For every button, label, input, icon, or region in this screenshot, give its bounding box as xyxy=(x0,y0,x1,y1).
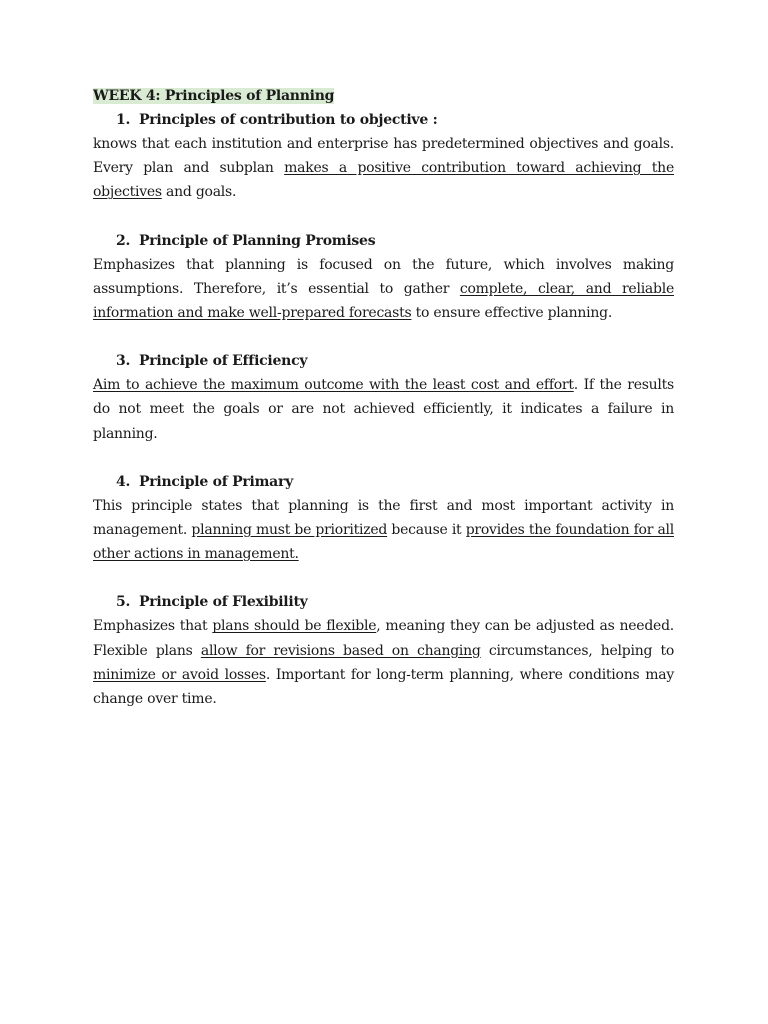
principle-section xyxy=(93,349,674,446)
section-heading xyxy=(93,470,674,494)
body-text: circumstances, helping to xyxy=(480,642,674,659)
section-heading-text: Principle of Efficiency xyxy=(139,353,308,370)
principle-section xyxy=(93,229,674,326)
list-number-wrap xyxy=(93,108,139,132)
section-gap xyxy=(93,446,674,470)
list-number: 2. xyxy=(116,232,131,249)
list-number: 5. xyxy=(116,594,131,611)
principle-section xyxy=(93,470,674,567)
list-number-wrap xyxy=(93,470,139,494)
body-text: This principle states that planning is the first and most important activity in management. xyxy=(93,497,674,539)
section-gap xyxy=(93,566,674,590)
section-heading-text: Principle of Primary xyxy=(139,473,293,490)
list-number-wrap xyxy=(93,229,139,253)
section-gap xyxy=(93,205,674,229)
section-body xyxy=(93,253,674,326)
section-heading xyxy=(93,590,674,614)
list-number-wrap xyxy=(93,349,139,373)
section-body xyxy=(93,373,674,446)
body-text: Emphasizes that planning is focused on the future, which involves making assumptions. Therefore, it’s essential to gather xyxy=(93,256,674,297)
section-body xyxy=(93,494,674,567)
principle-section xyxy=(93,108,674,205)
section-body xyxy=(93,614,674,711)
section-body xyxy=(93,132,674,205)
document-page xyxy=(93,84,674,711)
section-gap xyxy=(93,325,674,349)
underlined-phrase: complete, clear, and reliable information and make well-prepared forecasts xyxy=(93,280,674,322)
underlined-phrase: plans should be flexible xyxy=(212,618,377,635)
body-text: Emphasizes that xyxy=(93,618,213,635)
underlined-phrase: allow for revisions based on changing xyxy=(200,642,481,659)
underlined-phrase: Aim to achieve the maximum outcome with the least cost and effort xyxy=(93,377,574,394)
section-heading xyxy=(93,349,674,373)
list-number: 1. xyxy=(116,112,131,128)
body-text: . Important for long-term planning, where conditions may change over time. xyxy=(93,666,674,708)
section-heading xyxy=(93,229,674,253)
list-number: 3. xyxy=(116,353,131,370)
sections-container xyxy=(93,108,674,711)
list-number-wrap xyxy=(93,590,139,614)
list-number: 4. xyxy=(116,473,131,490)
body-text: because it xyxy=(387,522,466,539)
section-heading-text: Principle of Planning Promises xyxy=(139,232,376,249)
principle-section xyxy=(93,590,674,711)
underlined-phrase: planning must be prioritized xyxy=(191,522,388,539)
body-text: to ensure effective planning. xyxy=(411,305,613,322)
underlined-phrase: provides the foundation for all other actions in management. xyxy=(93,522,674,563)
body-text: knows that each institution and enterprise has predetermined objectives and goals. Every plan and subplan xyxy=(93,136,674,177)
title-highlight: WEEK 4: Principles of Planning xyxy=(93,88,335,104)
body-text: and goals. xyxy=(161,184,237,201)
body-text: . If the results do not meet the goals or are not achieved efficiently, it indicates a failure in planning. xyxy=(93,377,674,442)
document-title xyxy=(93,84,674,108)
section-heading-text: Principles of contribution to objective : xyxy=(139,112,438,128)
body-text: , meaning they can be adjusted as needed. Flexible plans xyxy=(93,618,674,659)
section-heading xyxy=(93,108,674,132)
underlined-phrase: makes a positive contribution toward achieving the objectives xyxy=(93,160,674,201)
section-heading-text: Principle of Flexibility xyxy=(139,594,308,611)
underlined-phrase: minimize or avoid losses xyxy=(93,666,266,683)
